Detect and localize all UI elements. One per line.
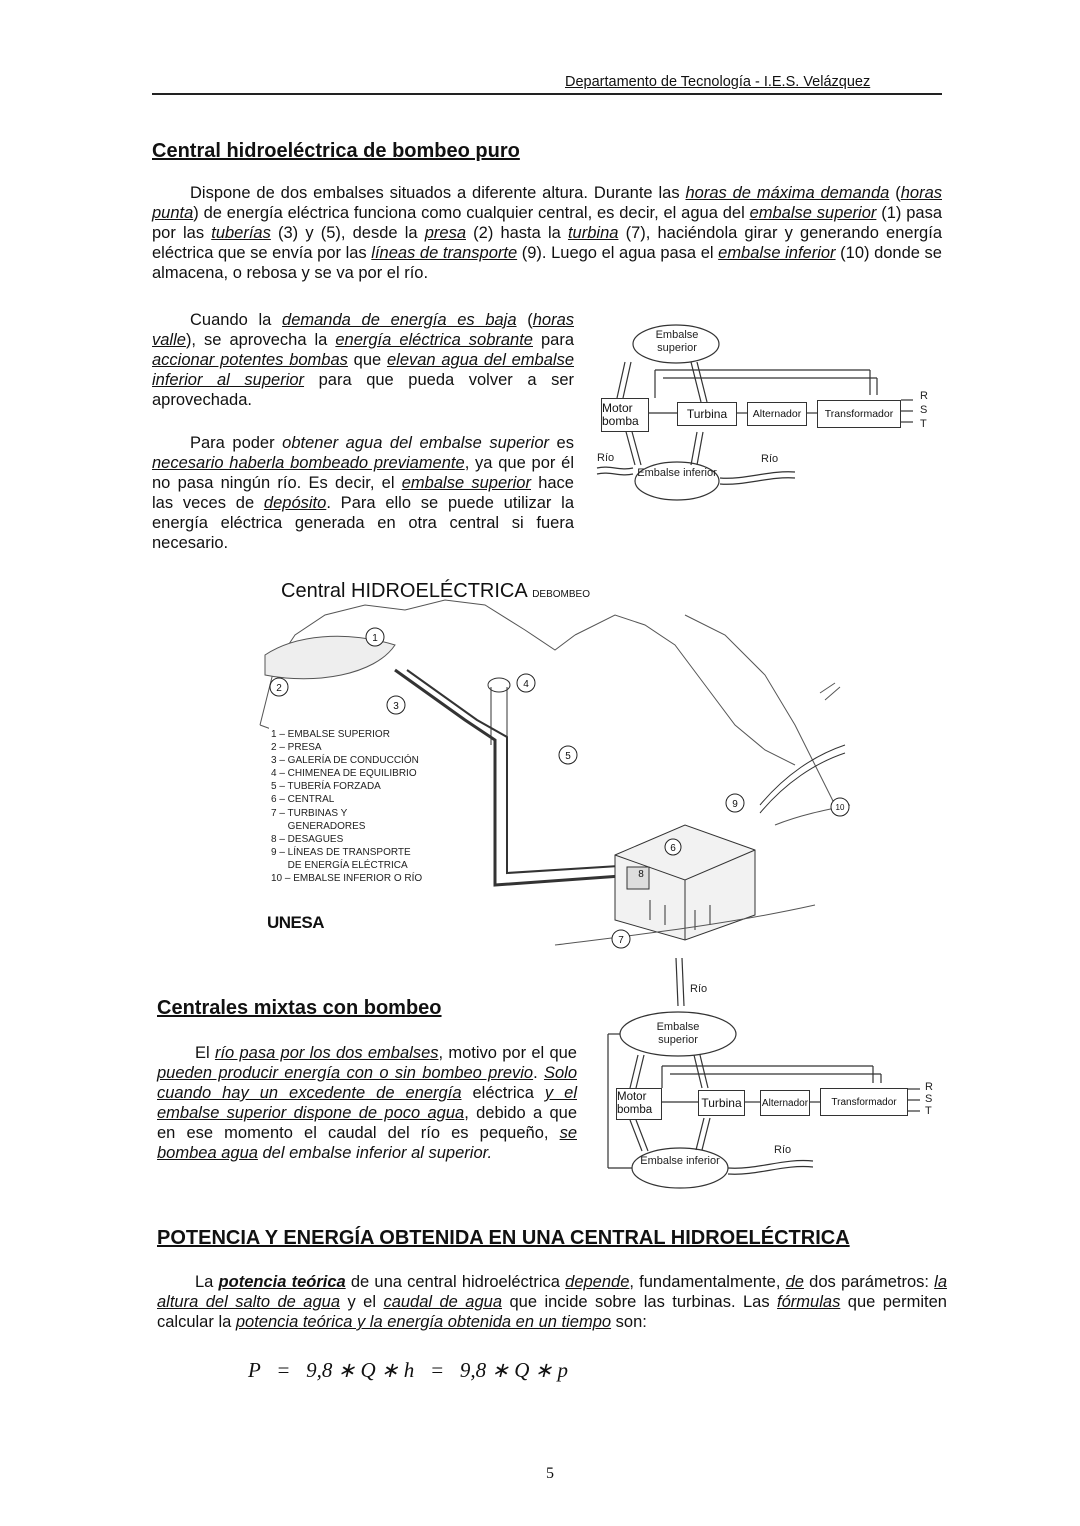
paragraph-bombeo-previo: Para poder obtener agua del embalse superior es necesario haberla bombeado previamente, ya que por él no pasa ningún río. Es decir, el embalse superior hace las veces de depósito. Para ello se puede utilizar la energía eléctrica generada en otra central si fuera necesario. [152, 434, 574, 552]
phase-s-label-2: S [925, 1093, 933, 1105]
marker-4: 4 [523, 679, 529, 690]
rio-right-label: Río [761, 453, 779, 465]
marker-3: 3 [393, 701, 399, 712]
transformador-box: Transformador [817, 400, 901, 428]
section-title-bombeo-puro: Central hidroeléctrica de bombeo puro [152, 140, 520, 162]
marker-10: 10 [835, 803, 845, 812]
transformador-box-2: Transformador [820, 1088, 908, 1116]
phase-t-label-2: T [925, 1105, 932, 1117]
illustration-legend: 1 – EMBALSE SUPERIOR 2 – PRESA 3 – GALERÍA DE CONDUCCIÓN 4 – CHIMENEA DE EQUILIBRIO 5 – TUBERÍA FORZADA 6 – CENTRAL 7 – TURBINAS Y GENERADORES 8 – DESAGUES 9 – LÍNEAS DE TRANSPORTE DE ENERGÍA ELÉCTRICA 10 – EMBALSE INFERIOR O RÍO [269, 726, 428, 887]
phase-s-label: S [920, 404, 928, 416]
marker-8: 8 [638, 869, 644, 880]
embalse-superior-label-2: Embalse superior [656, 1021, 700, 1046]
marker-2: 2 [276, 683, 282, 694]
section-title-potencia: POTENCIA Y ENERGÍA OBTENIDA EN UNA CENTRAL HIDROELÉCTRICA [157, 1227, 850, 1249]
page-header: Departamento de Tecnología - I.E.S. Velázquez [565, 74, 871, 90]
power-formula: P = 9,8 ∗ Q ∗ h = 9,8 ∗ Q ∗ p [248, 1358, 569, 1382]
diagram-bombeo-puro [595, 320, 940, 525]
paragraph-potencia: La potencia teórica de una central hidroeléctrica depende, fundamentalmente, de dos parámetros: la altura del salto de agua y el caudal de agua que incide sobre las turbinas. Las fórmulas que permiten calcular la potencia teórica y la energía obtenida en un tiempo son: [157, 1273, 948, 1331]
illustration-title: Central HIDROELÉCTRICA DEBOMBEO [281, 580, 590, 602]
phase-r-label-2: R [925, 1081, 933, 1093]
unesa-logo: UNESA [267, 913, 325, 932]
phase-t-label: T [920, 418, 927, 430]
illustration-central-bombeo [255, 575, 855, 955]
paragraph-mixtas: El río pasa por los dos embalses, motivo por el que pueden producir energía con o sin bombeo previo. Solo cuando hay un excedente de energía eléctrica y el embalse superior dispone de poco agua, debido a que en ese momento el caudal del río es pequeño, se bombea agua del embalse inferior al superior. [157, 1044, 578, 1162]
motor-bomba-box-2: Motor bomba [616, 1088, 662, 1120]
marker-6: 6 [670, 843, 676, 854]
turbina-box: Turbina [677, 402, 737, 426]
marker-1: 1 [372, 633, 378, 644]
marker-9: 9 [732, 799, 738, 810]
rio-top-label: Río [690, 983, 708, 995]
embalse-inferior-label: Embalse inferior [637, 467, 717, 479]
rio-left-label: Río [597, 452, 615, 464]
phase-r-label: R [920, 390, 928, 402]
turbina-box-2: Turbina [698, 1090, 745, 1116]
header-rule [152, 93, 942, 95]
section-title-mixtas: Centrales mixtas con bombeo [157, 997, 442, 1019]
marker-7: 7 [618, 935, 624, 946]
diagram-mixtas [598, 958, 943, 1193]
paragraph-horas-valle: Cuando la demanda de energía es baja (horas valle), se aprovecha la energía eléctrica sobrante para accionar potentes bombas que elevan agua del embalse inferior al superior para que pueda volver a ser aprovechada. [152, 311, 575, 409]
marker-5: 5 [565, 751, 571, 762]
page-number: 5 [546, 1465, 554, 1482]
alternador-box-2: Alternador [760, 1090, 810, 1116]
paragraph-bombeo-puro-intro: Dispone de dos embalses situados a diferente altura. Durante las horas de máxima demanda (horas punta) de energía eléctrica funciona como cualquier central, es decir, el agua del embalse superior (1) pasa por las tuberías (3) y (5), desde la presa (2) hasta la turbina (7), haciéndola girar y generando energía eléctrica que se envía por las líneas de transporte (9). Luego el agua pasa el embalse inferior (10) donde se almacena, o rebosa y se va por el río. [152, 184, 942, 282]
embalse-superior-label: Embalse superior [655, 329, 699, 354]
rio-right-label-2: Río [774, 1144, 792, 1156]
motor-bomba-box: Motor bomba [601, 398, 649, 432]
alternador-box: Alternador [747, 402, 807, 426]
embalse-inferior-label-2: Embalse inferior [640, 1155, 720, 1167]
